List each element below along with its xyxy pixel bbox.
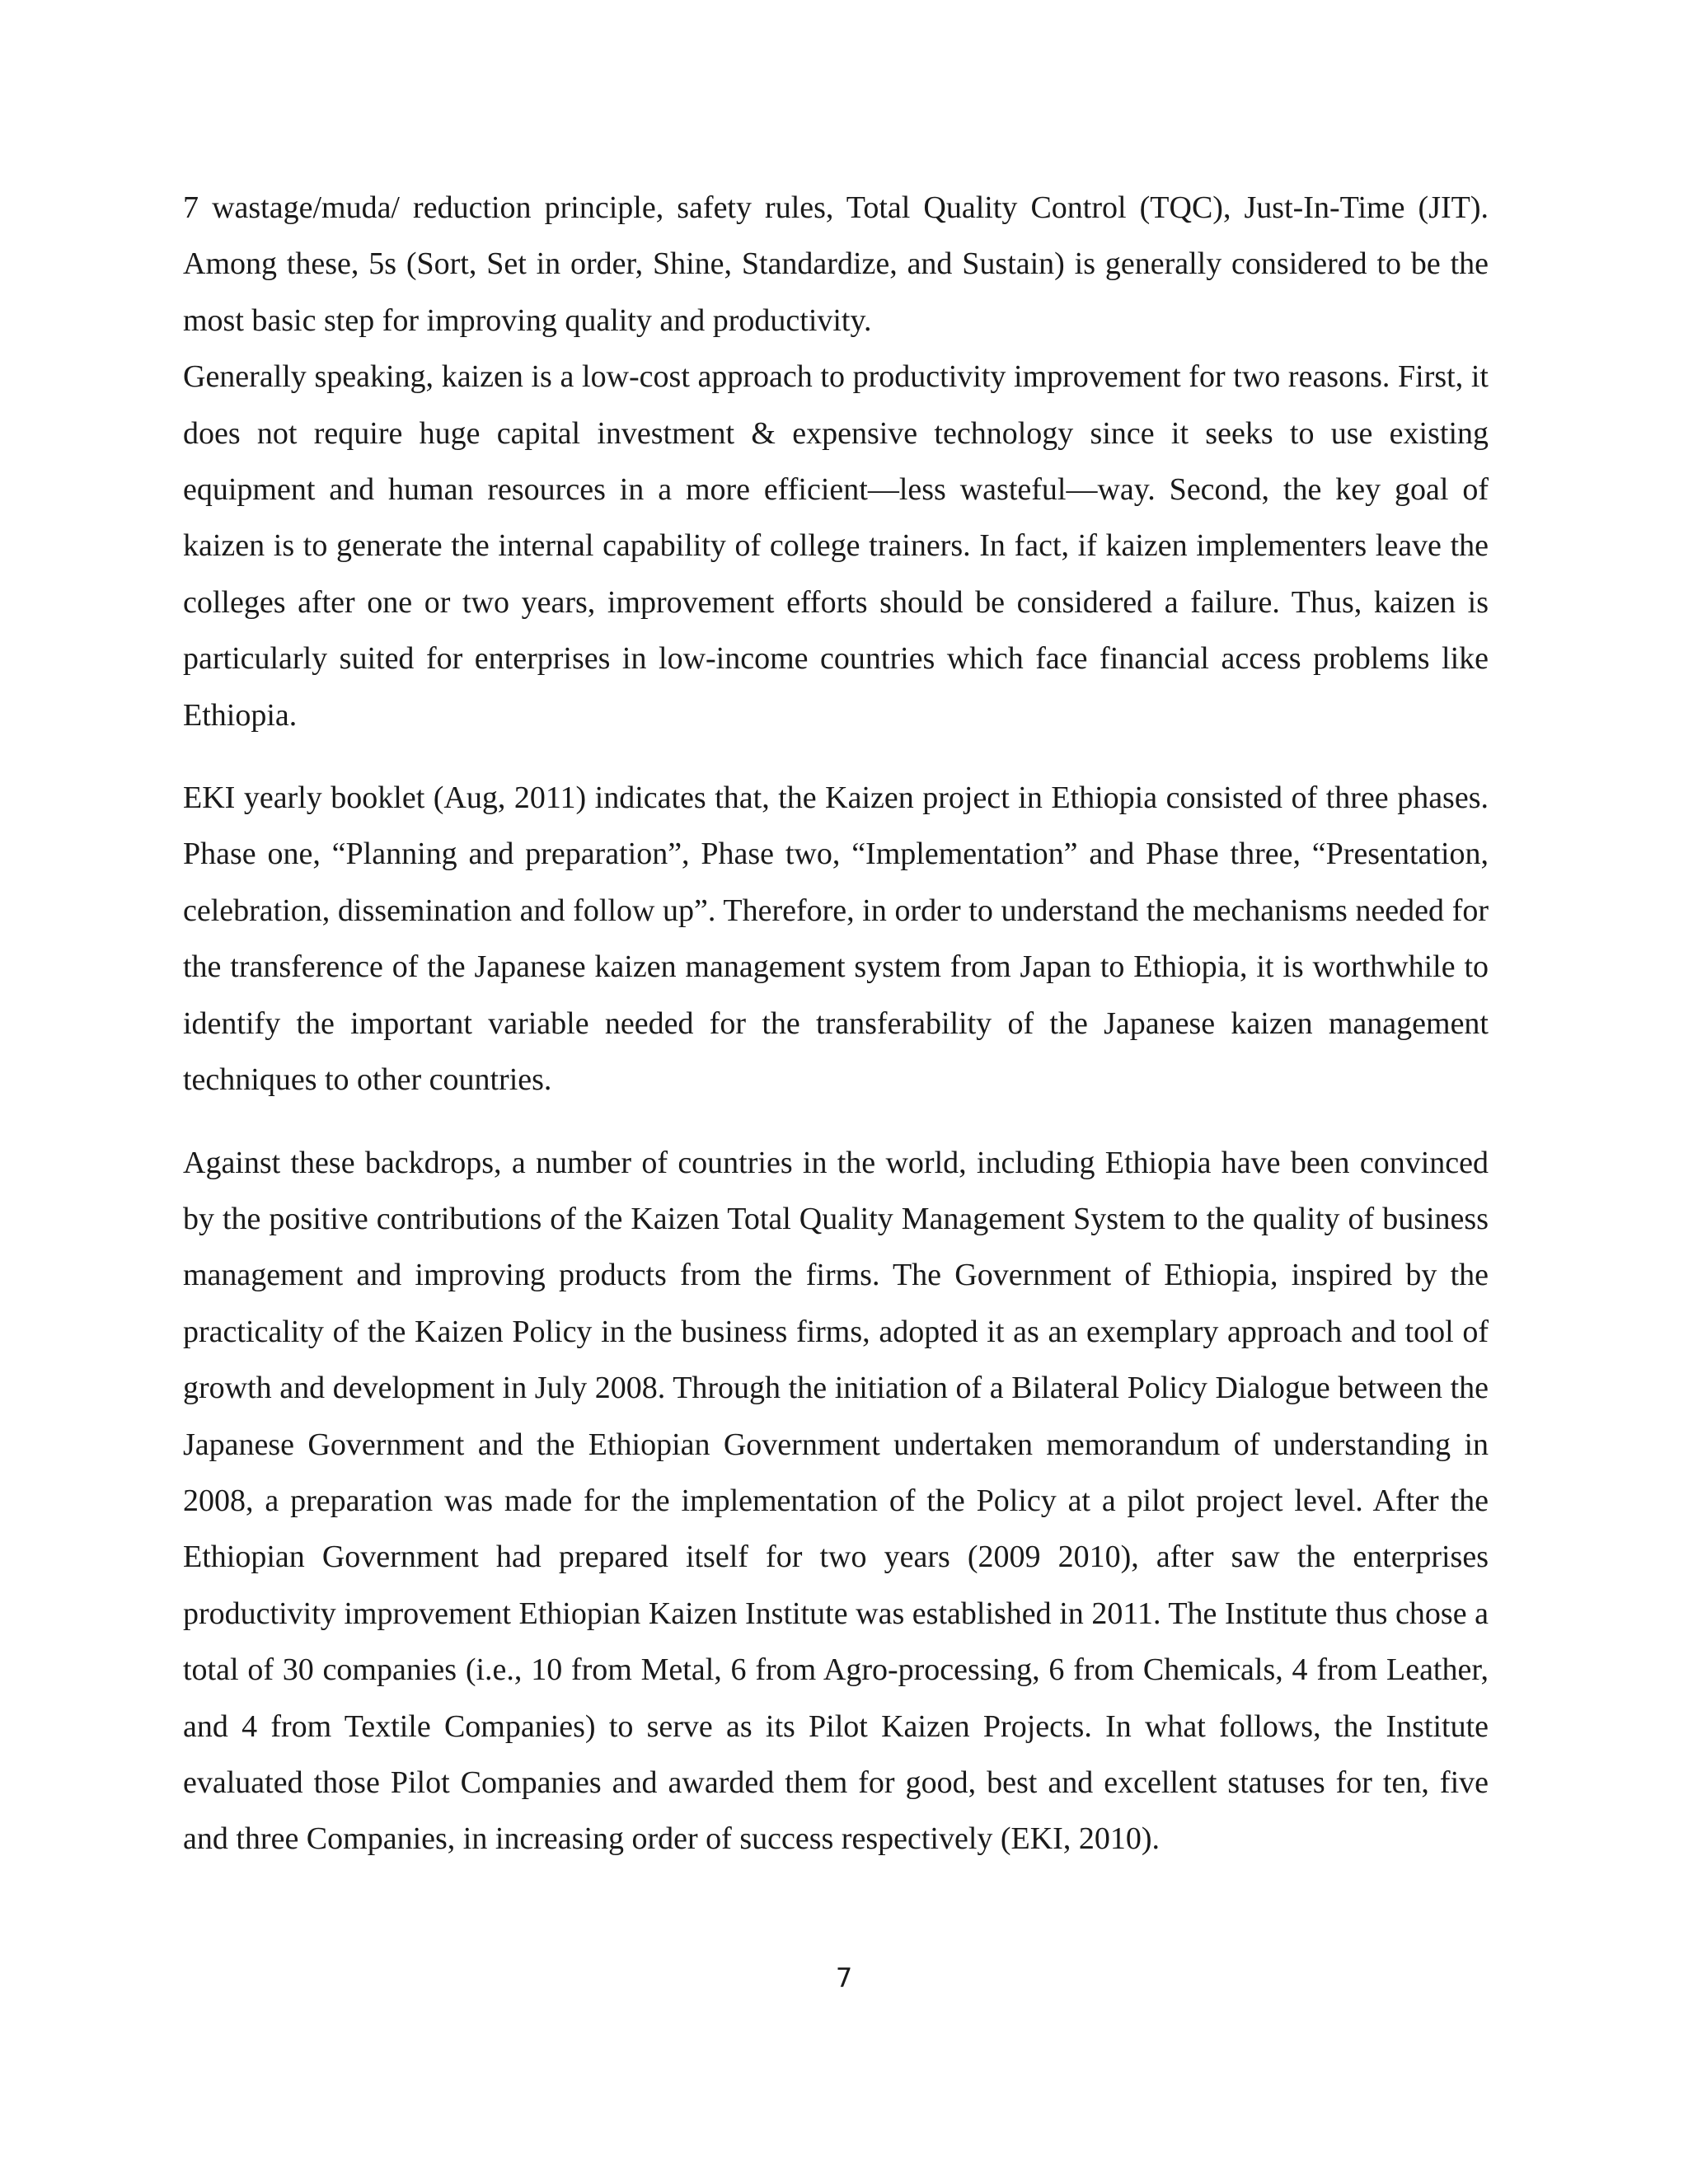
paragraph-4: Against these backdrops, a number of countries in the world, including Ethiopia have been convinced by the positive contributions of the Kaizen Total Quality Management System to the quality of business management and improving products from the firms. The Government of Ethiopia, inspired by the practicality of the Kaizen Policy in the business firms, adopted it as an exemplary approach and tool of growth and development in July 2008. Through the initiation of a Bilateral Policy Dialogue between the Japanese Government and the Ethiopian Government undertaken memorandum of understanding in 2008, a preparation was made for the implementation of the Policy at a pilot project level. After the Ethiopian Government had prepared itself for two years (2009 2010), after saw the enterprises productivity improvement Ethiopian Kaizen Institute was established in 2011. The Institute thus chose a total of 30 companies (i.e., 10 from Metal, 6 from Agro-processing, 6 from Chemicals, 4 from Leather, and 4 from Textile Companies) to serve as its Pilot Kaizen Projects. In what follows, the Institute evaluated those Pilot Companies and awarded them for good, best and excellent statuses for ten, five and three Companies, in increasing order of success respectively (EKI, 2010). [183,1145,1489,1857]
paragraph-2: Generally speaking, kaizen is a low-cost approach to productivity improvement for two reasons. First, it does not require huge capital investment & expensive technology since it seeks to use existing equipment and human resources in a more efficient—less wasteful—way. Second, the key goal of kaizen is to generate the internal capability of college trainers. In fact, if kaizen implementers leave the colleges after one or two years, improvement efforts should be considered a failure. Thus, kaizen is particularly suited for enterprises in low-income countries which face financial access problems like Ethiopia. [183,359,1489,733]
paragraph-3: EKI yearly booklet (Aug, 2011) indicates that, the Kaizen project in Ethiopia consisted of three phases. Phase one, “Planning and preparation”, Phase two, “Implementation” and Phase three, “Presentation, celebration, dissemination and follow up”. Therefore, in order to understand the mechanisms needed for the transference of the Japanese kaizen management system from Japan to Ethiopia, it is worthwhile to identify the important variable needed for the transferability of the Japanese kaizen management techniques to other countries. [183,780,1489,1098]
body-text [183,180,1489,1868]
page-number: 7 [835,1962,853,1994]
paragraph-1: 7 wastage/muda/ reduction principle, safety rules, Total Quality Control (TQC), Just-In-Time (JIT). Among these, 5s (Sort, Set in order, Shine, Standardize, and Sustain) is generally considered to be the most basic step for improving quality and productivity. [183,190,1489,338]
